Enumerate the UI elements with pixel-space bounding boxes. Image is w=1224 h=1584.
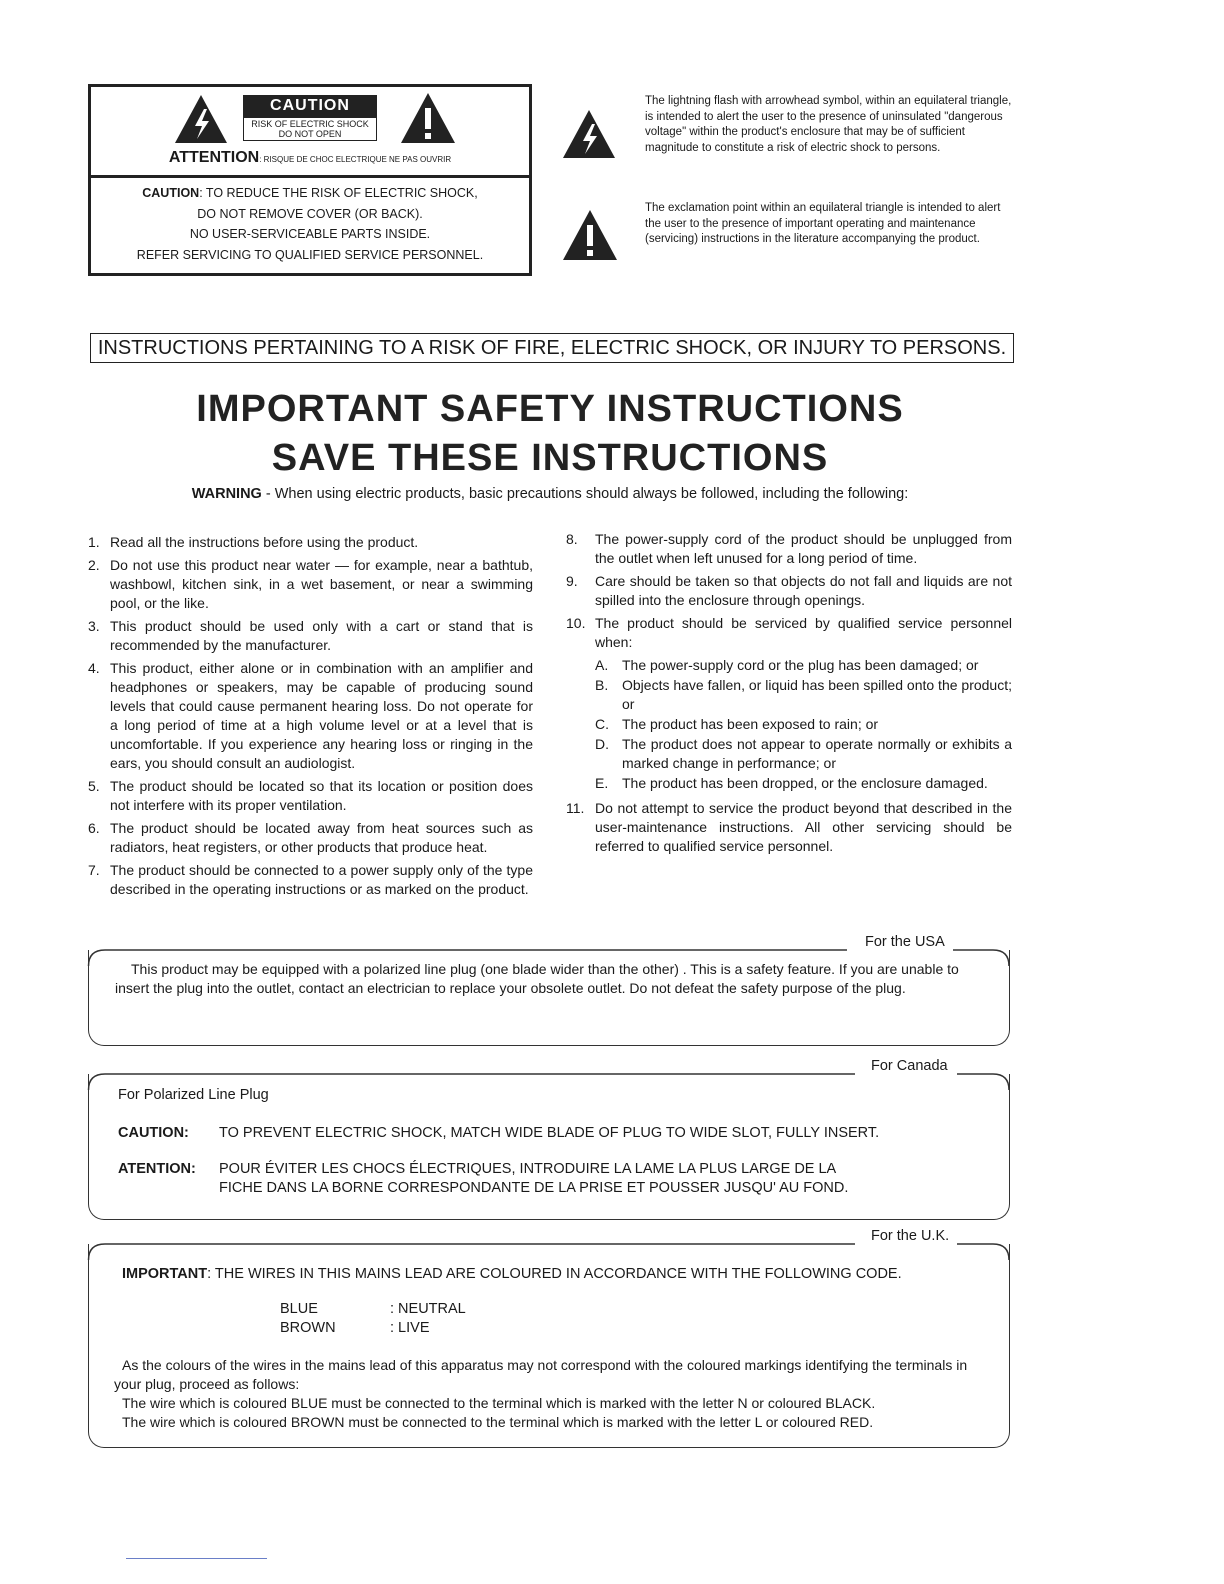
sub-item-text: The product has been exposed to rain; or <box>622 716 879 732</box>
item-number: 3. <box>88 618 100 634</box>
list-item <box>566 530 1012 568</box>
sub-list-item <box>595 676 1012 714</box>
caution-line1: : TO REDUCE THE RISK OF ELECTRIC SHOCK, <box>199 186 478 200</box>
usa-box <box>88 934 1010 1046</box>
item-text: Read all the instructions before using the product. <box>110 534 419 550</box>
sub-item-text: The product has been dropped, or the enclosure damaged. <box>622 775 988 791</box>
item-number: 4. <box>88 660 100 676</box>
sub-item-letter: A. <box>595 657 609 673</box>
list-item <box>88 617 533 655</box>
exclamation-explanation: The exclamation point within an equilateral triangle is intended to alert the user to the presence of important operating and maintenance (servicing) instructions in the literature accompanying the product. <box>645 202 1001 245</box>
item-text: Do not use this product near water — for example, near a bathtub, washbowl, kitchen sink, in a wet basement, or near a swimming pool, or the like. <box>110 557 533 611</box>
canada-attention-text2: FICHE DANS LA BORNE CORRESPONDANTE DE LA PRISE ET POUSSER JUSQU' AU FOND. <box>219 1180 849 1196</box>
caution-line4: REFER SERVICING TO QUALIFIED SERVICE PERSONNEL. <box>136 247 484 262</box>
caution-line3: NO USER-SERVICEABLE PARTS INSIDE. <box>189 227 431 241</box>
item-text: This product should be used only with a cart or stand that is recommended by the manufacturer. <box>110 618 533 653</box>
caution-header <box>91 87 529 178</box>
item-number: 1. <box>88 534 100 550</box>
sub-list-item <box>595 715 1012 734</box>
uk-code-brown: BROWN <box>280 1320 336 1336</box>
uk-para2: The wire which is coloured BLUE must be connected to the terminal which is marked with the letter N or coloured BLACK. <box>122 1395 876 1411</box>
title-save: SAVE THESE INSTRUCTIONS <box>271 437 829 479</box>
uk-para1: As the colours of the wires in the mains lead of this apparatus may not correspond with the coloured markings identifying the terminals in your plug, proceed as follows: <box>114 1357 968 1392</box>
warning-bold: WARNING <box>191 486 262 502</box>
item-number: 5. <box>88 778 100 794</box>
canada-heading: For Polarized Line Plug <box>118 1087 269 1103</box>
item-number: 8. <box>566 531 578 547</box>
item-number: 7. <box>88 862 100 878</box>
sub-item-letter: B. <box>595 677 609 693</box>
uk-code-blue-meaning: : NEUTRAL <box>390 1301 466 1317</box>
canada-label: For Canada <box>865 1058 954 1074</box>
item-text: Care should be taken so that objects do not fall and liquids are not spilled into the enclosure through openings. <box>595 573 1012 608</box>
usa-text: This product may be equipped with a polarized line plug (one blade wider than the other) . This is a safety feature. If you are unable to insert the plug into the outlet, contact an electrician to replace your obsolete outlet. Do not defeat the safety purpose of the plug. <box>115 961 959 996</box>
exclamation-symbol-icon <box>561 208 619 262</box>
caution-box <box>88 84 532 276</box>
uk-important-bold: IMPORTANT <box>122 1266 208 1282</box>
canada-caution-text: TO PREVENT ELECTRIC SHOCK, MATCH WIDE BLADE OF PLUG TO WIDE SLOT, FULLY INSERT. <box>219 1125 880 1141</box>
item-number: 9. <box>566 573 578 589</box>
caution-label: CAUTION <box>243 95 377 117</box>
canada-attention-label: ATENTION: <box>118 1161 196 1177</box>
list-item <box>566 799 1012 856</box>
uk-code-brown-meaning: : LIVE <box>390 1320 430 1336</box>
attention-line <box>91 149 529 167</box>
warning-text: - When using electric products, basic precautions should always be followed, including the following: <box>261 486 909 502</box>
caution-text <box>91 183 529 265</box>
uk-important-text: : THE WIRES IN THIS MAINS LEAD ARE COLOURED IN ACCORDANCE WITH THE FOLLOWING CODE. <box>207 1266 902 1282</box>
item-text: The power-supply cord of the product should be unplugged from the outlet when left unused for a long period of time. <box>595 531 1012 566</box>
title-important: IMPORTANT SAFETY INSTRUCTIONS <box>196 388 904 430</box>
item-number: 10. <box>566 615 586 631</box>
risk-label <box>243 117 377 141</box>
caution-label-block <box>243 95 377 141</box>
list-item <box>88 819 533 857</box>
uk-important <box>122 1265 902 1284</box>
sub-list-item <box>595 774 1012 793</box>
attention-small: : RISQUE DE CHOC ELECTRIQUE NE PAS OUVRIR <box>259 155 452 164</box>
list-item <box>566 572 1012 610</box>
lightning-symbol-icon <box>561 108 617 160</box>
risk-line2: DO NOT OPEN <box>278 129 342 139</box>
attention-label: ATTENTION <box>168 149 260 166</box>
canada-caution-label: CAUTION: <box>118 1125 189 1141</box>
sub-item-text: The power-supply cord or the plug has been damaged; or <box>622 657 979 673</box>
item-number: 11. <box>566 800 585 816</box>
item-text: The product should be located so that its location or position does not interfere with its proper ventilation. <box>110 778 533 813</box>
item-number: 2. <box>88 557 100 573</box>
uk-code-blue: BLUE <box>280 1301 318 1317</box>
uk-para3: The wire which is coloured BROWN must be connected to the terminal which is marked with the letter L or coloured RED. <box>122 1414 874 1430</box>
uk-box <box>88 1228 1010 1448</box>
item-text: The product should be located away from heat sources such as radiators, heat registers, or other products that produce heat. <box>110 820 533 855</box>
sub-item-text: The product does not appear to operate normally or exhibits a marked change in performance; or <box>622 736 1012 771</box>
caution-bold: CAUTION <box>142 186 200 200</box>
item-number: 6. <box>88 820 100 836</box>
list-item <box>88 861 533 899</box>
item-text: This product, either alone or in combination with an amplifier and headphones or speakers, may be capable of producing sound levels that could cause permanent hearing loss. Do not operate for a long period of time at a high volume level or at a level that is uncomfortable. If you experience any hearing loss or ringing in the ears, you should consult an audiologist. <box>110 660 533 771</box>
list-item <box>566 614 1012 652</box>
instructions-bar: INSTRUCTIONS PERTAINING TO A RISK OF FIRE, ELECTRIC SHOCK, OR INJURY TO PERSONS. <box>90 333 1014 363</box>
uk-label: For the U.K. <box>865 1228 955 1244</box>
canada-box <box>88 1058 1010 1220</box>
footer-rule <box>126 1558 267 1559</box>
list-item <box>88 659 533 773</box>
list-item <box>88 777 533 815</box>
item-text: The product should be serviced by qualified service personnel when: <box>595 615 1012 650</box>
item-text: The product should be connected to a power supply only of the type described in the operating instructions or as marked on the product. <box>110 862 533 897</box>
item-text: Do not attempt to service the product beyond that described in the user-maintenance instructions. All other servicing should be referred to qualified service personnel. <box>595 800 1012 854</box>
risk-line1: RISK OF ELECTRIC SHOCK <box>251 119 369 129</box>
list-item <box>88 556 533 613</box>
sub-item-text: Objects have fallen, or liquid has been spilled onto the product; or <box>622 677 1012 712</box>
caution-line2: DO NOT REMOVE COVER (OR BACK). <box>197 206 423 221</box>
warning-line <box>0 486 1100 502</box>
left-instruction-list <box>88 533 533 903</box>
sub-list-item <box>595 656 1012 675</box>
usa-label: For the USA <box>859 934 951 950</box>
sub-item-letter: C. <box>595 716 609 732</box>
exclamation-warning-icon <box>399 91 457 145</box>
canada-attention-text1: POUR ÉVITER LES CHOCS ÉLECTRIQUES, INTRODUIRE LA LAME LA PLUS LARGE DE LA <box>219 1161 837 1177</box>
lightning-explanation: The lightning flash with arrowhead symbol, within an equilateral triangle, is intended to alert the user to the presence of uninsulated "dangerous voltage" within the product's enclosure that may be of sufficient magnitude to constitute a risk of electric shock to persons. <box>645 95 1012 154</box>
sub-item-letter: E. <box>595 775 609 791</box>
right-instruction-list <box>566 530 1012 860</box>
list-item <box>88 533 533 552</box>
sub-item-letter: D. <box>595 736 609 752</box>
lightning-warning-icon <box>173 93 229 145</box>
sub-list-item <box>595 735 1012 773</box>
